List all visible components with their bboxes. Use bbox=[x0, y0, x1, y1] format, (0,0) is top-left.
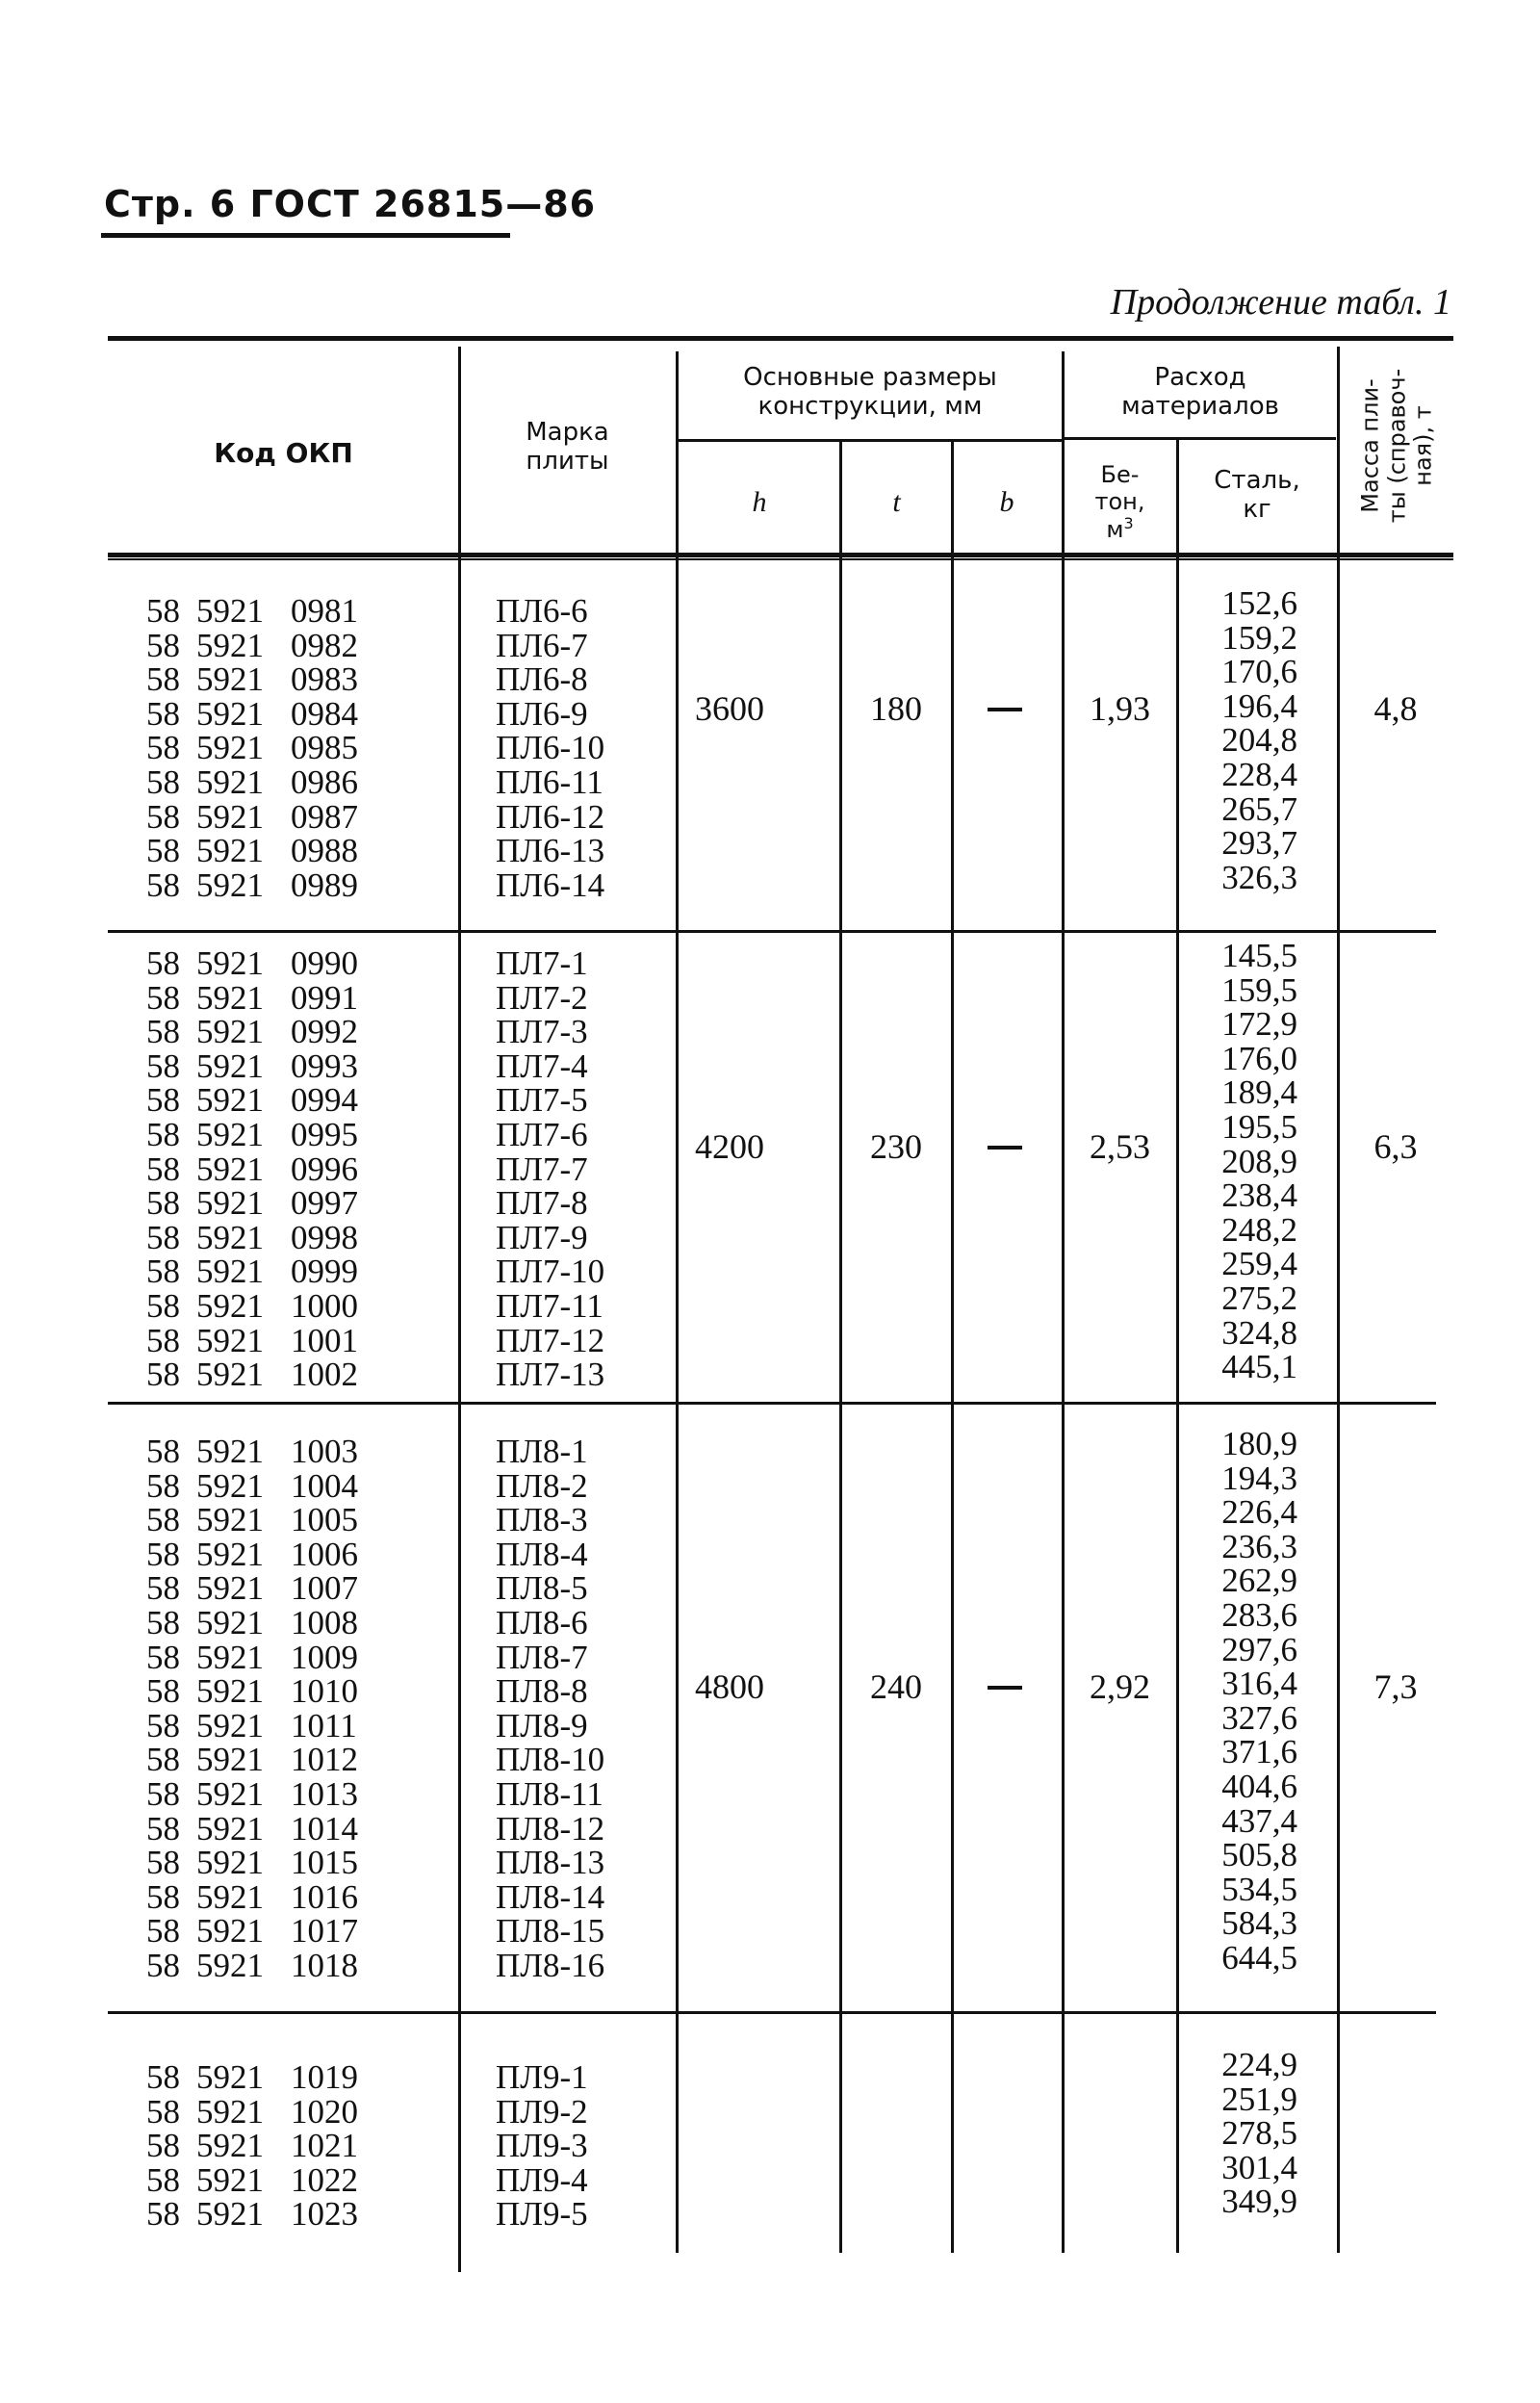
group-2-mass: 6,3 bbox=[1373, 1127, 1418, 1166]
header-t: t bbox=[892, 486, 901, 518]
table-row-steel: 228,4 bbox=[1221, 755, 1297, 793]
header-mass bbox=[1345, 351, 1450, 539]
table-row-steel: 180,9 bbox=[1221, 1425, 1297, 1462]
header-concrete-line1: Бе- bbox=[1100, 461, 1140, 488]
group-1-h: 3600 bbox=[695, 689, 764, 728]
table-row-steel: 326,3 bbox=[1221, 858, 1297, 896]
group-2-b-dash bbox=[988, 1146, 1022, 1150]
table-row-mark: ПЛ9-2 bbox=[496, 2092, 588, 2131]
col-divider-code bbox=[458, 347, 461, 2272]
table-row-mark: ПЛ7-12 bbox=[496, 1321, 605, 1359]
group-4-steel bbox=[1182, 2048, 1297, 2219]
table-row-steel: 236,3 bbox=[1221, 1527, 1297, 1565]
table-row-steel: 283,6 bbox=[1221, 1595, 1297, 1634]
table-row-code: 58 5921 0981 bbox=[146, 592, 358, 630]
table-row-code: 58 5921 1018 bbox=[146, 1946, 358, 1984]
table-row-steel: 534,5 bbox=[1221, 1870, 1297, 1908]
group-4-codes bbox=[146, 2060, 368, 2232]
table-row-code: 58 5921 1009 bbox=[146, 1638, 358, 1676]
header-mass-line3: ная), т bbox=[1409, 404, 1437, 486]
table-row-code: 58 5921 0993 bbox=[146, 1046, 358, 1085]
table-row-code: 58 5921 1017 bbox=[146, 1912, 358, 1951]
group-3-steel bbox=[1182, 1427, 1297, 1976]
group-1-steel bbox=[1182, 586, 1297, 894]
table-row-steel: 324,8 bbox=[1221, 1313, 1297, 1352]
table-row-steel: 265,7 bbox=[1221, 789, 1297, 828]
col-divider-t bbox=[951, 441, 954, 2253]
group-2-t: 230 bbox=[870, 1127, 922, 1166]
table-row-code: 58 5921 1011 bbox=[146, 1706, 357, 1744]
table-row-code: 58 5921 0999 bbox=[146, 1253, 358, 1291]
table-row-code: 58 5921 0998 bbox=[146, 1218, 358, 1256]
group-divider-2 bbox=[108, 1402, 1436, 1405]
group-divider-3 bbox=[108, 2011, 1436, 2014]
table-row-mark: ПЛ9-5 bbox=[496, 2195, 588, 2234]
header-concrete-line2: тон, bbox=[1094, 487, 1145, 515]
header-concrete-unit: м bbox=[1106, 516, 1124, 544]
header-dims-line1: Основные размеры bbox=[743, 363, 997, 392]
table-row-mark: ПЛ8-14 bbox=[496, 1877, 605, 1916]
table-row-code: 58 5921 1000 bbox=[146, 1286, 358, 1325]
header-dims-line2: конструкции, мм bbox=[757, 391, 983, 421]
header-mark-line2: плиты bbox=[526, 446, 609, 476]
group-1-b-dash bbox=[988, 708, 1022, 711]
table-row-mark: ПЛ8-7 bbox=[496, 1638, 588, 1676]
group-1-t: 180 bbox=[870, 689, 922, 728]
table-row-mark: ПЛ7-8 bbox=[496, 1184, 588, 1223]
table-row-steel: 152,6 bbox=[1221, 584, 1297, 622]
table-row-code: 58 5921 0985 bbox=[146, 729, 358, 767]
table-row-mark: ПЛ9-1 bbox=[496, 2058, 588, 2096]
group-1-codes bbox=[146, 594, 368, 902]
table-row-mark: ПЛ6-6 bbox=[496, 592, 588, 630]
table-row-steel: 159,2 bbox=[1221, 618, 1297, 657]
header-materials-line1: Расход bbox=[1154, 363, 1246, 392]
group-3-h: 4800 bbox=[695, 1667, 764, 1706]
table-row-code: 58 5921 1001 bbox=[146, 1321, 358, 1359]
table-row-mark: ПЛ8-16 bbox=[496, 1946, 605, 1984]
table-row-mark: ПЛ6-12 bbox=[496, 797, 605, 836]
table-row-code: 58 5921 0990 bbox=[146, 944, 358, 982]
table-row-steel: 262,9 bbox=[1221, 1562, 1297, 1600]
table-row-steel: 445,1 bbox=[1221, 1348, 1297, 1386]
group-divider-1 bbox=[108, 930, 1436, 933]
table-top-border bbox=[108, 336, 1453, 341]
table-row-code: 58 5921 0991 bbox=[146, 978, 358, 1017]
table-row-mark: ПЛ8-8 bbox=[496, 1672, 588, 1711]
table-row-code: 58 5921 1020 bbox=[146, 2092, 358, 2131]
group-3-t: 240 bbox=[870, 1667, 922, 1706]
table-row-mark: ПЛ7-1 bbox=[496, 944, 588, 982]
table-row-steel: 226,4 bbox=[1221, 1493, 1297, 1532]
group-3-b-dash bbox=[988, 1686, 1022, 1690]
group-2-codes bbox=[146, 946, 368, 1392]
table-row-code: 58 5921 1015 bbox=[146, 1844, 358, 1882]
table-row-steel: 189,4 bbox=[1221, 1073, 1297, 1112]
table-row-mark: ПЛ7-7 bbox=[496, 1150, 588, 1188]
table-row-mark: ПЛ6-9 bbox=[496, 694, 588, 733]
table-row-code: 58 5921 1007 bbox=[146, 1569, 358, 1608]
table-row-mark: ПЛ8-15 bbox=[496, 1912, 605, 1951]
group-3-codes bbox=[146, 1434, 368, 1983]
group-2-steel bbox=[1182, 939, 1297, 1384]
header-mark-line1: Марка bbox=[526, 418, 609, 447]
table-row-mark: ПЛ6-13 bbox=[496, 832, 605, 870]
table-row-steel: 293,7 bbox=[1221, 824, 1297, 863]
header-materials bbox=[1065, 364, 1336, 422]
table-row-mark: ПЛ6-14 bbox=[496, 866, 605, 904]
header-steel bbox=[1178, 467, 1336, 525]
table-row-code: 58 5921 1003 bbox=[146, 1433, 358, 1470]
group-2-h: 4200 bbox=[695, 1127, 764, 1166]
table-row-mark: ПЛ8-5 bbox=[496, 1569, 588, 1608]
table-row-code: 58 5921 0987 bbox=[146, 797, 358, 836]
table-row-steel: 194,3 bbox=[1221, 1459, 1297, 1497]
header-materials-line2: материалов bbox=[1121, 391, 1279, 421]
table-row-code: 58 5921 1002 bbox=[146, 1356, 358, 1394]
group-1-mass: 4,8 bbox=[1373, 689, 1418, 728]
header-dims-divider bbox=[678, 439, 1063, 442]
header-mass-line1: Масса пли- bbox=[1356, 377, 1384, 513]
table-row-steel: 584,3 bbox=[1221, 1904, 1297, 1943]
table-row-code: 58 5921 0996 bbox=[146, 1150, 358, 1188]
col-divider-b bbox=[1062, 351, 1065, 2253]
table-row-mark: ПЛ7-3 bbox=[496, 1013, 588, 1051]
table-row-steel: 208,9 bbox=[1221, 1142, 1297, 1180]
table-row-code: 58 5921 0988 bbox=[146, 832, 358, 870]
table-row-steel: 204,8 bbox=[1221, 721, 1297, 760]
col-divider-concrete bbox=[1176, 439, 1179, 2253]
table-row-mark: ПЛ6-11 bbox=[496, 762, 603, 801]
group-1-concrete: 1,93 bbox=[1090, 689, 1150, 728]
table-row-code: 58 5921 0994 bbox=[146, 1081, 358, 1120]
table-row-steel: 176,0 bbox=[1221, 1039, 1297, 1077]
table-row-mark: ПЛ8-10 bbox=[496, 1741, 605, 1779]
table-row-code: 58 5921 1006 bbox=[146, 1535, 358, 1573]
table-row-code: 58 5921 1005 bbox=[146, 1501, 358, 1539]
table-row-steel: 316,4 bbox=[1221, 1665, 1297, 1703]
table-row-steel: 437,4 bbox=[1221, 1801, 1297, 1840]
table-row-code: 58 5921 1012 bbox=[146, 1741, 358, 1779]
table-row-mark: ПЛ6-7 bbox=[496, 626, 588, 664]
header-code: Код ОКП bbox=[214, 437, 353, 469]
table-row-mark: ПЛ9-3 bbox=[496, 2127, 588, 2165]
group-2-concrete: 2,53 bbox=[1090, 1127, 1150, 1166]
table-row-mark: ПЛ8-3 bbox=[496, 1501, 588, 1539]
table-row-steel: 172,9 bbox=[1221, 1005, 1297, 1044]
table-row-steel: 251,9 bbox=[1221, 2080, 1297, 2118]
header-materials-divider bbox=[1063, 437, 1336, 440]
table-row-steel: 259,4 bbox=[1221, 1245, 1297, 1283]
table-row-code: 58 5921 0986 bbox=[146, 762, 358, 801]
table-row-code: 58 5921 1021 bbox=[146, 2127, 358, 2165]
table-row-mark: ПЛ7-13 bbox=[496, 1356, 605, 1394]
table-row-mark: ПЛ8-6 bbox=[496, 1603, 588, 1641]
header-concrete bbox=[1065, 462, 1175, 544]
header-bottom-border-thin bbox=[108, 558, 1453, 560]
table-row-code: 58 5921 0995 bbox=[146, 1115, 358, 1153]
group-3-marks bbox=[496, 1434, 688, 1983]
group-3-concrete: 2,92 bbox=[1090, 1667, 1150, 1706]
table-row-steel: 349,9 bbox=[1221, 2183, 1297, 2221]
table-row-steel: 404,6 bbox=[1221, 1767, 1297, 1805]
table-row-code: 58 5921 1019 bbox=[146, 2058, 358, 2096]
header-mass-line2: ты (справоч- bbox=[1383, 368, 1411, 523]
header-steel-line2: кг bbox=[1243, 494, 1271, 524]
table-row-steel: 301,4 bbox=[1221, 2148, 1297, 2186]
table-row-steel: 224,9 bbox=[1221, 2046, 1297, 2083]
table-row-mark: ПЛ8-2 bbox=[496, 1466, 588, 1505]
table-row-code: 58 5921 1023 bbox=[146, 2195, 358, 2234]
header-b: b bbox=[999, 486, 1014, 518]
group-1-marks bbox=[496, 594, 688, 902]
table-row-code: 58 5921 1022 bbox=[146, 2160, 358, 2199]
header-concrete-unit-line bbox=[1065, 515, 1175, 544]
table-row-steel: 505,8 bbox=[1221, 1836, 1297, 1874]
header-steel-line1: Сталь, bbox=[1214, 466, 1300, 495]
table-row-mark: ПЛ7-9 bbox=[496, 1218, 588, 1256]
table-row-mark: ПЛ8-13 bbox=[496, 1844, 605, 1882]
group-4-marks bbox=[496, 2060, 688, 2232]
table-row-steel: 248,2 bbox=[1221, 1210, 1297, 1249]
table-row-code: 58 5921 1016 bbox=[146, 1877, 358, 1916]
header-bottom-border bbox=[108, 553, 1453, 557]
table-row-steel: 297,6 bbox=[1221, 1630, 1297, 1668]
table-row-steel: 195,5 bbox=[1221, 1107, 1297, 1146]
table-row-mark: ПЛ6-10 bbox=[496, 729, 605, 767]
header-rule bbox=[101, 233, 510, 238]
table-row-mark: ПЛ8-12 bbox=[496, 1809, 605, 1847]
table-row-mark: ПЛ9-4 bbox=[496, 2160, 588, 2199]
table-row-code: 58 5921 1013 bbox=[146, 1774, 358, 1813]
table-row-mark: ПЛ6-8 bbox=[496, 660, 588, 699]
table-row-mark: ПЛ8-4 bbox=[496, 1535, 588, 1573]
table-row-code: 58 5921 1004 bbox=[146, 1466, 358, 1505]
table-row-mark: ПЛ7-6 bbox=[496, 1115, 588, 1153]
table-row-code: 58 5921 0989 bbox=[146, 866, 358, 904]
header-h: h bbox=[752, 486, 767, 518]
table-row-steel: 145,5 bbox=[1221, 937, 1297, 974]
table-row-steel: 327,6 bbox=[1221, 1698, 1297, 1737]
group-3-mass: 7,3 bbox=[1373, 1667, 1418, 1706]
table-row-mark: ПЛ7-10 bbox=[496, 1253, 605, 1291]
table-row-steel: 159,5 bbox=[1221, 970, 1297, 1009]
table-row-mark: ПЛ7-5 bbox=[496, 1081, 588, 1120]
table-row-mark: ПЛ7-2 bbox=[496, 978, 588, 1017]
group-2-marks bbox=[496, 946, 688, 1392]
table-row-mark: ПЛ8-11 bbox=[496, 1774, 603, 1813]
table-row-steel: 238,4 bbox=[1221, 1176, 1297, 1215]
table-row-steel: 371,6 bbox=[1221, 1733, 1297, 1771]
table-row-steel: 278,5 bbox=[1221, 2114, 1297, 2153]
table-row-code: 58 5921 0984 bbox=[146, 694, 358, 733]
table-row-code: 58 5921 0997 bbox=[146, 1184, 358, 1223]
page-header: Стр. 6 ГОСТ 26815—86 bbox=[104, 183, 597, 225]
header-dims bbox=[678, 364, 1063, 422]
table-row-steel: 275,2 bbox=[1221, 1279, 1297, 1317]
table-row-mark: ПЛ7-11 bbox=[496, 1286, 603, 1325]
table-row-code: 58 5921 1014 bbox=[146, 1809, 358, 1847]
header-concrete-unit-sup: 3 bbox=[1123, 514, 1134, 533]
table-row-code: 58 5921 1010 bbox=[146, 1672, 358, 1711]
table-continuation-label: Продолжение табл. 1 bbox=[1110, 282, 1451, 323]
table-row-code: 58 5921 0982 bbox=[146, 626, 358, 664]
table-row-steel: 644,5 bbox=[1221, 1938, 1297, 1977]
table-row-mark: ПЛ8-9 bbox=[496, 1706, 588, 1744]
table-row-code: 58 5921 0992 bbox=[146, 1013, 358, 1051]
table-row-code: 58 5921 1008 bbox=[146, 1603, 358, 1641]
col-divider-steel bbox=[1337, 347, 1340, 2253]
table-row-steel: 170,6 bbox=[1221, 653, 1297, 691]
table-row-mark: ПЛ7-4 bbox=[496, 1046, 588, 1085]
header-mark bbox=[459, 419, 676, 477]
table-row-mark: ПЛ8-1 bbox=[496, 1433, 588, 1470]
table-row-code: 58 5921 0983 bbox=[146, 660, 358, 699]
table-row-steel: 196,4 bbox=[1221, 686, 1297, 725]
